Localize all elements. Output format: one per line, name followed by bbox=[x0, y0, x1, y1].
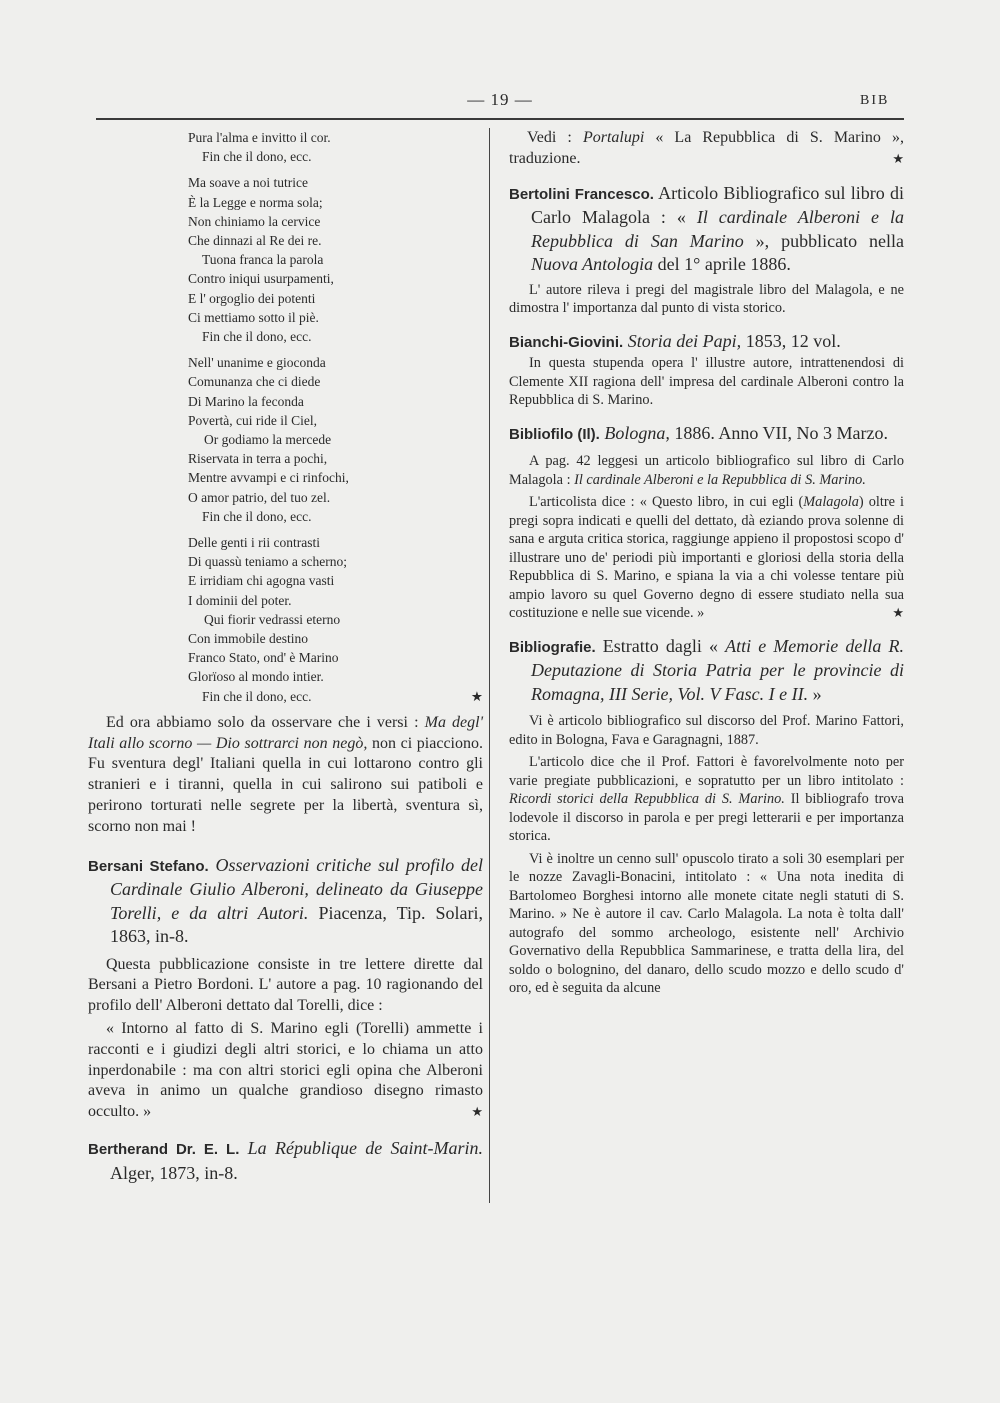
verse-line: Riservata in terra a pochi, bbox=[188, 451, 328, 467]
entry-paragraph: Vi è inoltre un cenno sull' opuscolo tirato a soli 30 esemplari per le nozze Zavagli-Bonacini, intitolato : « Una nota inedita di Bartolomeo Borghesi intorno alle monete citate negli statuti di S. Marino. » Ne è autore il cav. Carlo Malagola. La nota è tolta dall' autografo del sommo archeologo, esistente nell' Archivio Governativo della Repubblica Sammarinese, e tratta della lira, del soldo o bolognino, del danaro, dello scudo mozzo e dello scudo d' oro, ed è seguita da alcune bbox=[509, 850, 904, 997]
entry-heading bbox=[88, 854, 483, 949]
paragraph-text: L'articolista dice : « Questo libro, in cui egli ( bbox=[529, 494, 804, 511]
paragraph-text: A pag. 42 leggesi un articolo bibliografico sul libro di Carlo Malagola : bbox=[509, 453, 904, 488]
poem-intro bbox=[88, 128, 483, 166]
entry-text: Articolo Bibliografico sul libro di Carlo Malagola : « bbox=[531, 182, 904, 228]
entry-paragraph: L' autore rileva i pregi del magistrale libro del Malagola, e ne dimostra l' importanza dal punto di vista storico. bbox=[509, 281, 904, 317]
paragraph-text: Il bibliografo trova lodevole il discorso in parola e per pregi letterarii e per importanza storica. bbox=[509, 791, 904, 845]
entry-quote bbox=[88, 1019, 483, 1123]
poem-stanza-2 bbox=[88, 353, 483, 526]
header-rule bbox=[96, 118, 904, 120]
refrain-line: Fin che il dono, ecc. bbox=[202, 149, 312, 165]
author-name: Bertolini Francesco. bbox=[509, 185, 654, 203]
entry-text: » bbox=[808, 683, 822, 704]
entry-bianchi bbox=[509, 330, 904, 410]
entry-bertolini bbox=[509, 182, 904, 318]
see-also bbox=[509, 128, 904, 170]
author-name: Bibliografie. bbox=[509, 638, 596, 656]
verse-line: Ma soave a noi tutrice bbox=[188, 175, 308, 191]
entry-paragraph: Questa pubblicazione consiste in tre lettere dirette dal Bersani a Pietro Bordoni. L' autore a pag. 10 ragionando del profilo dell' Alberoni dettato dal Torelli, dice : bbox=[88, 955, 483, 1015]
refrain-line bbox=[88, 687, 483, 706]
publication-info: 1853, 12 vol. bbox=[741, 330, 841, 351]
entry-paragraph bbox=[509, 452, 904, 489]
entry-paragraph: In questa stupenda opera l' illustre autore, intrattenendosi di Clemente XII ragiona dell' impresa del cardinale Alberoni contro la Repubblica di S. Marino. bbox=[509, 355, 904, 409]
star-icon: ★ bbox=[892, 605, 904, 621]
verse-line: Povertà, cui ride il Ciel, bbox=[188, 412, 317, 428]
refrain-text: Fin che il dono, ecc. bbox=[202, 688, 312, 704]
verse-line: O amor patrio, del tuo zel. bbox=[188, 489, 331, 505]
verse-line: Qui fiorir vedrassi eterno bbox=[204, 611, 341, 627]
see-also-text: « La Repubblica di S. Marino », traduzione. bbox=[509, 129, 905, 167]
poem-stanza-1 bbox=[88, 173, 483, 346]
star-icon: ★ bbox=[892, 150, 904, 166]
entry-text: Estratto dagli « bbox=[595, 635, 726, 656]
verse-line: Delle genti i rii contrasti bbox=[188, 535, 320, 551]
verse-line: È la Legge e norma sola; bbox=[188, 194, 323, 210]
right-column bbox=[509, 128, 904, 998]
refrain-line: Fin che il dono, ecc. bbox=[202, 329, 312, 345]
entry-paragraph: Vi è articolo bibliografico sul discorso del Prof. Marino Fattori, edito in Bologna, Fava e Garagnagni, 1887. bbox=[509, 713, 904, 748]
entry-bibliografie bbox=[509, 635, 904, 998]
verse-line: Ci mettiamo sotto il piè. bbox=[188, 309, 319, 325]
column-divider bbox=[489, 128, 490, 1203]
verse-line: Comunanza che ci diede bbox=[188, 374, 321, 390]
verse-line: Non chiniamo la cervice bbox=[188, 213, 321, 229]
work-title: Osservazioni critiche sul profilo del Cardinale Giulio Alberoni, delineato da Giuseppe Torelli, e da altri Autori. bbox=[110, 854, 484, 923]
paragraph-text: ) oltre i pregi sopra indicati e quelli del dettato, dà eziando prova solenne di sana e arguta critica storica, raggiunge appieno il propostosi scopo d' illustrare uno de' periodi più importanti e gloriosi della storia della Repubblica di S. Marino, e spiana la via a chi volesse tentare più ampio lavoro su quel Governo degno di essere studiato nella sua costituzione e nelle sue vicende. » bbox=[509, 494, 904, 622]
star-icon: ★ bbox=[471, 1104, 483, 1120]
paragraph-text: L'articolo dice che il Prof. Fattori è favorelvolmente noto per varie pregiate pubblicazioni, e sopratutto per un libro intitolato : bbox=[509, 754, 904, 789]
entry-text: », pubblicato nella bbox=[743, 230, 904, 251]
publication-place: Bologna, bbox=[604, 422, 670, 443]
poem bbox=[88, 128, 483, 706]
author-name: Bibliofilo (Il). bbox=[509, 425, 600, 443]
work-title: Atti e Memorie della R. Deputazione di Storia Patria per le provincie di Romagna, III Serie, Vol. V Fasc. I e II. bbox=[531, 635, 904, 704]
verse-line: Or godiamo la mercede bbox=[204, 432, 332, 448]
closing-text: Ed ora abbiamo solo da osservare che i versi : bbox=[106, 713, 425, 731]
verse-line: Mentre avvampi e ci rinfochi, bbox=[188, 470, 349, 486]
page-number: — 19 — bbox=[467, 90, 533, 109]
see-also-text: Vedi : bbox=[527, 129, 583, 146]
entry-paragraph bbox=[509, 493, 904, 623]
verse-line: I dominii del poter. bbox=[188, 592, 292, 608]
poem-stanza-3 bbox=[88, 533, 483, 706]
verse-line: Tuona franca la parola bbox=[202, 252, 324, 268]
see-also-author: Portalupi bbox=[582, 129, 645, 146]
verse-line: E l' orgoglio dei potenti bbox=[188, 290, 316, 306]
verse-line: Che dinnazi al Re dei re. bbox=[188, 233, 322, 249]
entry-heading bbox=[509, 635, 904, 707]
quote-text: « Intorno al fatto di S. Marino egli (Torelli) ammette i racconti e i giudizi degli altri storici, e lo chiama un atto inperdonabile : ma con altri storici egli opina che Alberoni aveva in animo un qualche grandioso disegno rimasto occulto. » bbox=[88, 1020, 483, 1121]
verse-line: Pura l'alma e invitto il cor. bbox=[188, 130, 331, 145]
work-title: Il cardinale Alberoni e la Repubblica di S. Marino. bbox=[574, 471, 866, 488]
entry-heading bbox=[509, 182, 904, 277]
author-ref: Malagola bbox=[803, 494, 859, 511]
author-name: Bersani Stefano. bbox=[88, 857, 209, 875]
refrain-line: Fin che il dono, ecc. bbox=[202, 508, 312, 524]
work-title: Ricordi storici della Repubblica di S. Marino. bbox=[509, 791, 785, 808]
journal-title: Nuova Antologia bbox=[531, 254, 654, 275]
publication-info: Alger, 1873, in-8. bbox=[110, 1162, 238, 1183]
author-name: Bertherand Dr. E. L. bbox=[88, 1141, 240, 1159]
left-column bbox=[88, 128, 483, 1185]
running-head: BIB bbox=[860, 93, 890, 108]
verse-line: Glorïoso al mondo intier. bbox=[188, 669, 324, 685]
work-title: Il cardinale Alberoni e la Repubblica di San Marino bbox=[531, 207, 904, 251]
verse-line: Franco Stato, ond' è Marino bbox=[188, 650, 339, 666]
verse-line: Di Marino la feconda bbox=[188, 393, 304, 409]
entry-bertherand bbox=[88, 1137, 483, 1185]
verse-line: E irridiam chi agogna vasti bbox=[188, 573, 335, 589]
verse-line: Di quassù teniamo a scherno; bbox=[188, 554, 347, 570]
entry-heading bbox=[509, 330, 904, 355]
verse-line: Con immobile destino bbox=[188, 631, 308, 647]
entry-bibliofilo bbox=[509, 422, 904, 623]
work-title: La République de Saint-Marin. bbox=[247, 1138, 483, 1159]
verse-line: Contro iniqui usurpamenti, bbox=[188, 271, 334, 287]
entry-text: del 1° aprile 1886. bbox=[653, 254, 791, 275]
work-title: Storia dei Papi, bbox=[627, 330, 742, 351]
star-icon: ★ bbox=[470, 688, 483, 704]
entry-heading bbox=[509, 422, 904, 447]
entry-heading bbox=[88, 1137, 483, 1185]
closing-paragraph bbox=[88, 713, 483, 838]
closing-text: non ci piacciono. Fu sventura degl' Italiani quella in cui lottarono contro gli stranieri e i tiranni, quella in cui salirono sui patiboli e perirono torturati nelle segrete per la libertà, sventura sì, scorno non mai ! bbox=[88, 734, 483, 835]
entry-bersani bbox=[88, 854, 483, 1123]
verse-line: Nell' unanime e gioconda bbox=[188, 355, 326, 371]
publication-info: 1886. Anno VII, No 3 Marzo. bbox=[669, 422, 888, 443]
quoted-verse: Ma degl' Itali allo scorno — Dio sottrarci non negò, bbox=[88, 713, 483, 752]
author-name: Bianchi-Giovini. bbox=[509, 333, 624, 351]
entry-paragraph bbox=[509, 753, 904, 846]
publication-info: Piacenza, Tip. Solari, 1863, in-8. bbox=[110, 902, 483, 947]
